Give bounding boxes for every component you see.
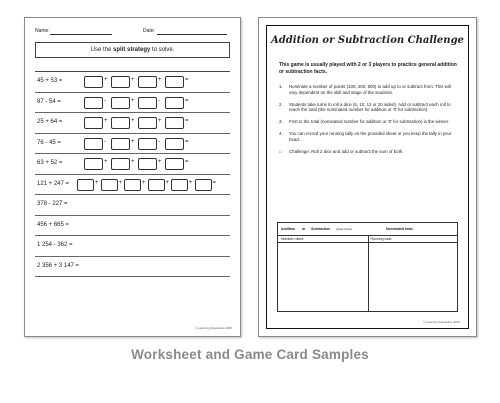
operator-sign: +: [189, 179, 193, 186]
game-card-border: [266, 25, 469, 329]
problem-row: [35, 113, 230, 134]
problem-row: [35, 257, 230, 278]
problem-row: [35, 236, 230, 257]
tally-nominated: Nominated total:: [386, 227, 414, 231]
answer-box[interactable]: [138, 117, 157, 129]
date-line: [157, 34, 227, 35]
answer-box[interactable]: [84, 138, 103, 150]
tally-divider: [368, 235, 369, 311]
operator-sign: +: [104, 118, 108, 124]
operator-sign: +: [158, 118, 162, 124]
answer-box[interactable]: [84, 117, 103, 129]
instruction-box: [35, 42, 230, 58]
game-card-intro: This game is usually played with 2 or 3 players to practice general addition or subtraction facts.: [279, 62, 457, 75]
problem-row: [35, 134, 230, 155]
answer-box[interactable]: [77, 179, 94, 191]
answer-box[interactable]: [84, 158, 103, 170]
answer-box[interactable]: [101, 179, 118, 191]
operator-sign: =: [185, 118, 189, 124]
game-card-copyright: © Learning Interactive 2015: [423, 320, 460, 324]
answer-box[interactable]: [165, 138, 184, 150]
operator-sign: +: [95, 179, 99, 186]
instruction-pre: Use the: [90, 47, 113, 53]
answer-box[interactable]: [84, 76, 103, 88]
operator-sign: +: [131, 159, 135, 165]
operator-sign: =: [185, 138, 189, 145]
problem-question: 121 + 247 =: [37, 180, 70, 187]
worksheet-sample: [24, 17, 241, 337]
tally-running-total: Running total:: [370, 237, 393, 241]
answer-box[interactable]: [111, 97, 130, 109]
instruction-post: to solve.: [150, 47, 175, 53]
tally-number-rolled: Number rolled:: [281, 237, 304, 241]
operator-sign: +: [165, 179, 170, 186]
rule-number: 3.: [279, 119, 283, 125]
answer-box[interactable]: [138, 97, 157, 109]
problem-question: 63 + 52 =: [37, 160, 63, 166]
name-date-bar: [35, 28, 230, 36]
operator-sign: =: [185, 159, 189, 165]
operator-sign: -: [104, 138, 106, 145]
problem-row: [35, 195, 230, 216]
answer-box[interactable]: [84, 97, 103, 109]
date-label: Date:: [143, 28, 155, 34]
name-label: Name:: [35, 28, 50, 34]
answer-box[interactable]: [171, 179, 188, 191]
game-rule: [279, 131, 458, 143]
answer-box[interactable]: [165, 76, 184, 88]
problem-question: 76 - 45 =: [37, 139, 61, 146]
operator-sign: +: [131, 118, 135, 124]
problem-question: 45 + 53 =: [37, 78, 63, 84]
answer-box[interactable]: [138, 138, 157, 150]
answer-box[interactable]: [124, 179, 141, 191]
rule-number: □: [279, 148, 282, 154]
answer-box[interactable]: [165, 117, 184, 129]
game-rules-list: [279, 84, 458, 160]
operator-sign: -: [104, 97, 106, 104]
name-line: [50, 34, 112, 35]
problem-row: [35, 154, 230, 175]
rule-number: 1.: [279, 84, 283, 89]
operator-sign: +: [158, 77, 162, 83]
tally-subtraction: Subtraction: [311, 227, 331, 231]
answer-box[interactable]: [148, 179, 165, 191]
operator-sign: +: [104, 77, 108, 83]
operator-sign: +: [158, 159, 162, 165]
rule-number: 4.: [279, 130, 283, 136]
rule-text: First to the total (nominated number for addition or '0' for subtraction) is the winner.: [289, 119, 450, 125]
answer-box[interactable]: [111, 117, 130, 129]
operator-sign: =: [212, 179, 217, 186]
problem-row: [35, 175, 230, 196]
rule-text: You can record your running tally on the provided sheet or you keep the tally in your head.: [289, 130, 452, 142]
problem-question: 87 - 54 =: [37, 98, 61, 105]
tally-table: [277, 222, 458, 312]
rule-text: Students take turns to roll a dice (6, 10, 12 or 20 sided). Add or subtract each roll to reach the total (the nominated number for addition or '0' for subtraction).: [289, 101, 451, 113]
game-card-sample: [258, 17, 477, 337]
operator-sign: +: [142, 179, 146, 186]
operator-sign: -: [158, 97, 160, 104]
game-card-title: Addition or Subtraction Challenge: [271, 35, 464, 46]
answer-box[interactable]: [111, 138, 130, 150]
answer-box[interactable]: [165, 97, 184, 109]
game-rule: [279, 102, 458, 114]
rule-text: Challenge: Roll 2 dice and add or subtract the sum of both.: [289, 148, 404, 154]
rule-text: Nominate a number of points (100, 200, 500) to add up to or subtract from. This will vary dependent on the skill and stage of the students.: [289, 84, 451, 95]
worksheet-copyright: © Learning Interactive 2015: [195, 326, 232, 330]
caption: Worksheet and Game Card Samples: [131, 347, 369, 362]
problem-row: [35, 72, 230, 93]
operator-sign: +: [131, 77, 135, 83]
answer-box[interactable]: [195, 179, 212, 191]
problem-question: 25 + 64 =: [37, 119, 63, 125]
operator-sign: +: [131, 97, 135, 104]
tally-addition: Addition: [281, 227, 296, 231]
game-rule: [279, 149, 458, 155]
rule-number: 2.: [279, 101, 283, 107]
tally-or: or: [302, 227, 306, 231]
operator-sign: +: [118, 179, 123, 186]
problem-row: [35, 216, 230, 237]
operator-sign: -: [158, 138, 160, 145]
game-rule: [279, 84, 458, 96]
problem-question: 2 356 + 3 147 =: [37, 262, 80, 269]
answer-box[interactable]: [111, 76, 130, 88]
problem-question: 1 254 - 362 =: [37, 242, 73, 248]
operator-sign: =: [185, 97, 189, 104]
operator-sign: +: [131, 138, 135, 145]
problem-question: 378 - 227 =: [37, 201, 68, 207]
answer-box[interactable]: [111, 158, 130, 170]
answer-box[interactable]: [138, 158, 157, 170]
problem-row: [35, 93, 230, 114]
instruction-bold: split strategy: [112, 47, 151, 53]
operator-sign: +: [104, 159, 108, 165]
problem-list: [35, 71, 230, 277]
operator-sign: =: [185, 77, 189, 83]
answer-box[interactable]: [138, 76, 157, 88]
problem-question: 456 + 665 =: [37, 221, 70, 228]
tally-circle-note: (circle choice): [336, 227, 352, 231]
answer-box[interactable]: [165, 158, 184, 170]
game-rule: [279, 119, 458, 125]
